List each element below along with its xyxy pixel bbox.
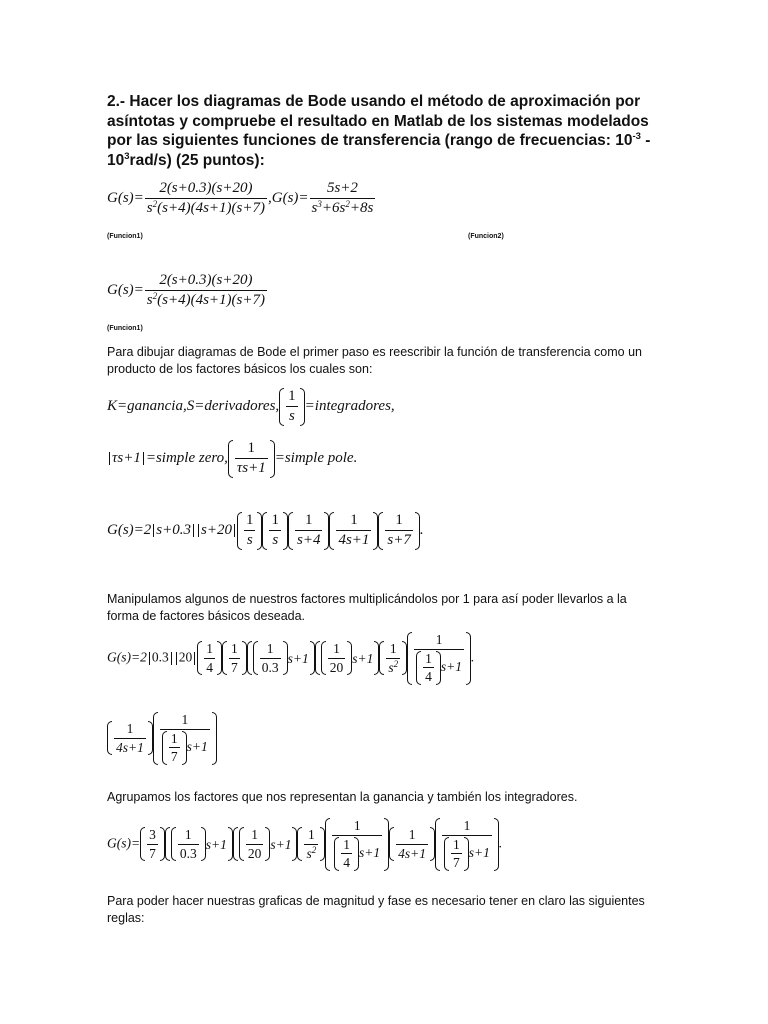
problem-heading: 2.- Hacer los diagramas de Bode usando el método de aproximación por asíntotas y compruebe el resultado en Matlab de los sistemas modelados por las siguientes funciones de transferencia (rango de frecuencias: $10^{-3} - 10^3rad/s$) (25 puntos):	[107, 93, 651, 169]
grouped-factors-equation: G(s)= $\frac{3}{7}$ $\frac{1}{0.3}$ s+1 $\frac{1}{20}$ s+1 $\frac{1}{s^2}$ 1 $\frac{1}{4}$ s+1 $\frac{1}{4s+1}$ 1 $\frac{1}{7}$ s+1 .	[107, 818, 503, 871]
manipulated-factors-equation-1: G(s)=2 0.3 20 $\frac{1}{4}$ $\frac{1}{7}$ $\frac{1}{0.3}$ s+1 $\frac{1}{20}$ s+1 $\frac{1}{s^2}$ 1 $\frac{1}{4}$ s+1 .	[107, 632, 475, 685]
transfer-functions-equation: G(s)= $\frac{2(s+0.3)(s+20)}{s^2(s+4)(4s+1)(s+7)}$ ,G(s)= $\frac{5s+2}{s^3+6s^2+8s}$	[107, 180, 374, 217]
caption-funcion1-2: (Funcion1)	[107, 325, 143, 332]
caption-funcion2: (Funcion2)	[468, 233, 504, 240]
funcion1-equation: G(s)= $\frac{2(s+0.3)(s+20)}{s^2(s+4)(4s+1)(s+7)}$	[107, 272, 265, 309]
manipulated-factors-equation-2: $\frac{1}{4s+1}$ 1 $\frac{1}{7}$ s+1	[107, 712, 217, 765]
basic-factors-equation-1: K=ganancia,S=derivadores, $\frac{1}{s}$ =integradores,	[107, 388, 395, 425]
paragraph-rules: Para poder hacer nuestras graficas de magnitud y fase es necesario tener en claro las siguientes reglas:	[107, 894, 645, 925]
paragraph-manipulate: Manipulamos algunos de nuestros factores multiplicándolos por 1 para así poder llevarlos a la forma de factores básicos deseada.	[107, 592, 627, 623]
paragraph-group: Agrupamos los factores que nos representan la ganancia y también los integradores.	[107, 790, 578, 804]
paragraph-basic-factors: Para dibujar diagramas de Bode el primer paso es reescribir la función de transferencia como un producto de los factores básicos los cuales son:	[107, 345, 643, 376]
basic-factors-equation-2: τs+1 =simple zero, $\frac{1}{\tau s+1}$ =simple pole.	[107, 440, 357, 478]
caption-funcion1: (Funcion1)	[107, 233, 143, 240]
expanded-factors-equation: G(s)=2 s+0.3 s+20 $\frac{1}{s}$ $\frac{1}{s}$ $\frac{1}{s+4}$ $\frac{1}{4s+1}$ $\frac{1}{s+7}$ .	[107, 512, 424, 549]
